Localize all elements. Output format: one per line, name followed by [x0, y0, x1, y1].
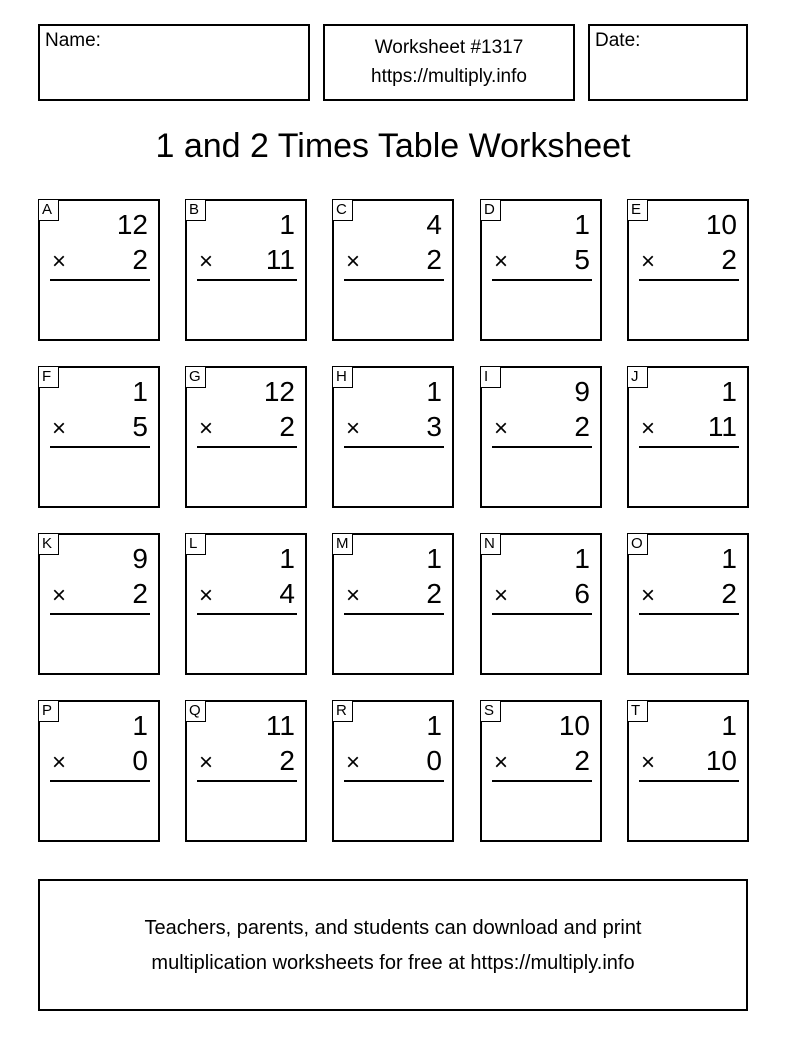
multiplier: 2	[279, 745, 295, 776]
problem-card[interactable]	[627, 533, 749, 675]
problem-letter: I	[480, 366, 501, 388]
problem-letter: Q	[185, 700, 206, 722]
problem-card[interactable]	[332, 199, 454, 341]
problem-letter: O	[627, 533, 648, 555]
multiplier: 5	[132, 411, 148, 442]
answer-line	[50, 279, 150, 281]
multiplicand: 12	[116, 209, 148, 240]
answer-line	[50, 780, 150, 782]
name-field-box[interactable]	[38, 24, 310, 101]
answer-line	[639, 613, 739, 615]
multiplier: 2	[426, 244, 442, 275]
times-sign: ×	[346, 582, 361, 609]
problem-card[interactable]	[185, 366, 307, 508]
multiplier: 10	[705, 745, 737, 776]
problem-card[interactable]	[185, 700, 307, 842]
worksheet-info-box	[323, 24, 575, 101]
problem-letter: C	[332, 199, 353, 221]
multiplier: 2	[721, 578, 737, 609]
times-sign: ×	[494, 749, 509, 776]
answer-line	[344, 780, 444, 782]
multiplier: 2	[279, 411, 295, 442]
problem-letter: A	[38, 199, 59, 221]
problem-card[interactable]	[627, 199, 749, 341]
problem-card[interactable]	[185, 533, 307, 675]
problem-letter: F	[38, 366, 59, 388]
problem-card[interactable]	[38, 366, 160, 508]
date-label: Date:	[595, 30, 641, 51]
times-sign: ×	[494, 415, 509, 442]
problem-letter: G	[185, 366, 206, 388]
times-sign: ×	[346, 248, 361, 275]
problem-card[interactable]	[627, 700, 749, 842]
problem-card[interactable]	[38, 700, 160, 842]
multiplicand: 1	[574, 543, 590, 574]
times-sign: ×	[52, 582, 67, 609]
multiplier: 6	[574, 578, 590, 609]
footer-line-2: multiplication worksheets for free at https://multiply.info	[151, 952, 635, 974]
times-sign: ×	[52, 749, 67, 776]
times-sign: ×	[641, 582, 656, 609]
problem-letter: L	[185, 533, 206, 555]
multiplier: 11	[265, 244, 295, 275]
answer-line	[197, 780, 297, 782]
answer-line	[344, 446, 444, 448]
multiplicand: 1	[426, 543, 442, 574]
answer-line	[197, 279, 297, 281]
times-sign: ×	[494, 582, 509, 609]
problem-card[interactable]	[38, 533, 160, 675]
problem-card[interactable]	[480, 700, 602, 842]
name-label: Name:	[45, 30, 101, 51]
problem-letter: E	[627, 199, 648, 221]
problem-letter: M	[332, 533, 353, 555]
multiplicand: 4	[426, 209, 442, 240]
problem-letter: S	[480, 700, 501, 722]
worksheet-number: Worksheet #1317	[374, 37, 524, 58]
times-sign: ×	[52, 415, 67, 442]
times-sign: ×	[199, 248, 214, 275]
times-sign: ×	[641, 248, 656, 275]
problem-letter: P	[38, 700, 59, 722]
answer-line	[50, 613, 150, 615]
multiplicand: 1	[721, 376, 737, 407]
multiplicand: 1	[279, 543, 295, 574]
multiplicand: 10	[558, 710, 590, 741]
multiplier: 5	[574, 244, 590, 275]
multiplicand: 1	[721, 543, 737, 574]
answer-line	[639, 780, 739, 782]
problem-letter: T	[627, 700, 648, 722]
answer-line	[639, 279, 739, 281]
date-field-box[interactable]	[588, 24, 748, 101]
answer-line	[639, 446, 739, 448]
multiplier: 2	[574, 745, 590, 776]
page-title: 1 and 2 Times Table Worksheet	[155, 127, 631, 165]
problem-card[interactable]	[332, 533, 454, 675]
times-sign: ×	[494, 248, 509, 275]
multiplicand: 1	[426, 376, 442, 407]
problem-card[interactable]	[480, 199, 602, 341]
problem-card[interactable]	[480, 533, 602, 675]
answer-line	[197, 446, 297, 448]
worksheet-url[interactable]: https://multiply.info	[371, 66, 527, 87]
multiplicand: 1	[279, 209, 295, 240]
times-sign: ×	[346, 415, 361, 442]
multiplier: 3	[426, 411, 442, 442]
times-sign: ×	[199, 749, 214, 776]
problem-letter: B	[185, 199, 206, 221]
multiplier: 4	[279, 578, 295, 609]
multiplicand: 1	[574, 209, 590, 240]
footer-line-1: Teachers, parents, and students can download and print	[144, 917, 642, 939]
times-sign: ×	[52, 248, 67, 275]
problem-letter: J	[627, 366, 648, 388]
times-sign: ×	[199, 582, 214, 609]
problem-card[interactable]	[332, 700, 454, 842]
footer-box	[38, 879, 748, 1011]
problem-letter: R	[332, 700, 353, 722]
answer-line	[492, 446, 592, 448]
problem-letter: H	[332, 366, 353, 388]
multiplier: 2	[132, 244, 148, 275]
multiplier: 2	[132, 578, 148, 609]
problem-letter: N	[480, 533, 501, 555]
problem-letter: D	[480, 199, 501, 221]
multiplicand: 11	[265, 710, 295, 741]
answer-line	[197, 613, 297, 615]
multiplicand: 9	[132, 543, 148, 574]
multiplicand: 1	[721, 710, 737, 741]
multiplier: 2	[574, 411, 590, 442]
multiplicand: 12	[263, 376, 295, 407]
answer-line	[492, 613, 592, 615]
multiplier: 11	[707, 411, 737, 442]
answer-line	[344, 279, 444, 281]
multiplicand: 1	[426, 710, 442, 741]
problem-card[interactable]	[332, 366, 454, 508]
multiplier: 0	[132, 745, 148, 776]
problem-card[interactable]	[185, 199, 307, 341]
problem-letter: K	[38, 533, 59, 555]
multiplicand: 1	[132, 710, 148, 741]
answer-line	[50, 446, 150, 448]
problem-card[interactable]	[38, 199, 160, 341]
answer-line	[344, 613, 444, 615]
answer-line	[492, 780, 592, 782]
answer-line	[492, 279, 592, 281]
multiplier: 0	[426, 745, 442, 776]
times-sign: ×	[346, 749, 361, 776]
times-sign: ×	[199, 415, 214, 442]
problem-grid	[38, 199, 750, 843]
times-sign: ×	[641, 749, 656, 776]
problem-card[interactable]	[480, 366, 602, 508]
multiplicand: 10	[705, 209, 737, 240]
multiplier: 2	[721, 244, 737, 275]
problem-card[interactable]	[627, 366, 749, 508]
times-sign: ×	[641, 415, 656, 442]
multiplicand: 1	[132, 376, 148, 407]
multiplier: 2	[426, 578, 442, 609]
multiplicand: 9	[574, 376, 590, 407]
